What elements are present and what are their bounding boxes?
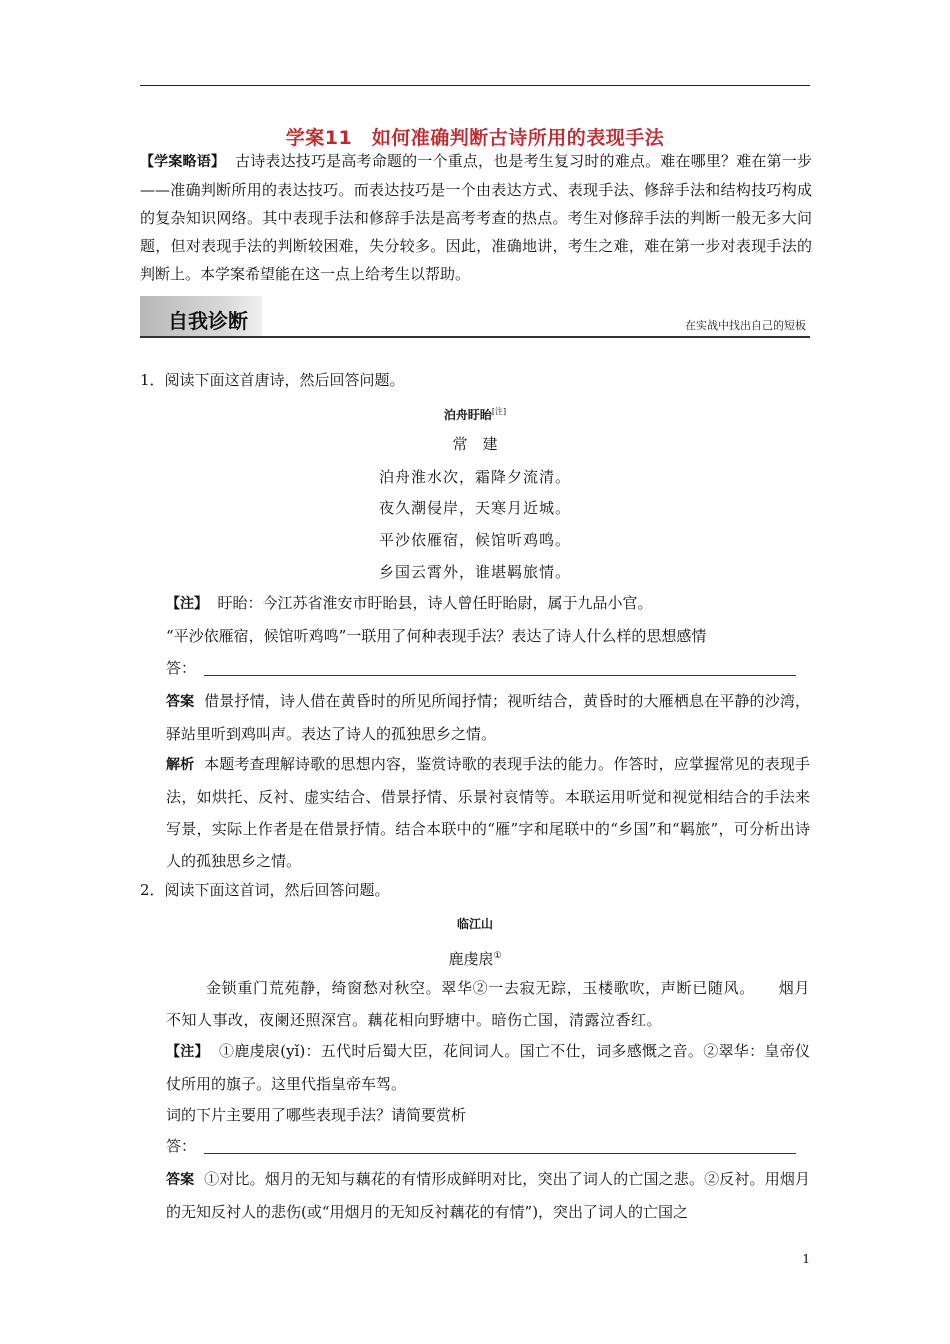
q2-answer-prompt: 答：	[166, 1137, 197, 1155]
q2-note-tag: 【注】	[166, 1044, 209, 1060]
q1-analysis	[166, 748, 810, 877]
section-subtitle: 在实战中找出自己的短板	[685, 319, 806, 332]
q1-prompt: 1．阅读下面这首唐诗，然后回答问题。	[140, 371, 405, 389]
q2-question: 词的下片主要用了哪些表现手法？请简要赏析	[166, 1106, 467, 1124]
q1-answer-field[interactable]	[166, 657, 796, 678]
page-number: 1	[802, 1252, 810, 1266]
q1-question: “平沙依雁宿，候馆听鸡鸣”一联用了何种表现手法？表达了诗人什么样的思想感情	[166, 627, 707, 645]
q1-note-tag: 【注】	[166, 596, 208, 612]
section-label: 自我诊断	[168, 309, 248, 333]
q2-note-text: ①鹿虔扆(yǐ)：五代时后蜀大臣，花间词人。国亡不仕，词多感慨之音。②翠华：皇帝仪仗所用的旗子。这里代指皇帝车驾。	[166, 1042, 810, 1093]
q1-poem-title	[140, 400, 810, 427]
page-title: 学案11 如何准确判断古诗所用的表现手法	[285, 127, 665, 149]
q1-poem-title-text: 泊舟盱眙	[443, 408, 492, 422]
q1-note	[166, 591, 653, 616]
section-rule	[140, 336, 810, 338]
q2-answer	[166, 1163, 810, 1228]
intro-tag: 【学案略语】	[140, 154, 226, 170]
intro-paragraph	[140, 147, 812, 288]
q1-poem-line: 夜久潮侵岸，天寒月近城。	[378, 499, 571, 517]
q2-author-note: ①	[493, 951, 502, 961]
q2-poem-text: 金锁重门荒苑静，绮窗愁对秋空。翠华②一去寂无踪，玉楼歌吹，声断已随风。 烟月不知人事改，夜阑还照深宫。藕花相向野塘中。暗伤亡国，清露泣香红。	[166, 979, 810, 1029]
q1-note-mark: [注]	[491, 407, 507, 416]
q1-answer-tag: 答案	[166, 694, 195, 710]
q2-answer-underline	[204, 1153, 796, 1154]
q2-author	[140, 944, 810, 971]
section-header	[140, 296, 810, 338]
q1-author: 常 建	[452, 435, 498, 453]
q1-answer	[166, 685, 810, 750]
q1-poem-line: 乡国云霄外，谁堪羁旅情。	[378, 563, 571, 581]
q2-answer-tag: 答案	[166, 1172, 195, 1188]
q2-note	[166, 1035, 810, 1100]
q1-analysis-tag: 解析	[166, 757, 195, 773]
q1-analysis-text: 本题考查理解诗歌的思想内容，鉴赏诗歌的表现手法的能力。作答时，应掌握常见的表现手法，如烘托、反衬、虚实结合、借景抒情、乐景衬哀情等。本联运用听觉和视觉相结合的手法来写景，实际上作者是在借景抒情。结合本联中的“雁”字和尾联中的“乡国”和“羁旅”，可分析出诗人的孤独思乡之情。	[166, 755, 810, 870]
q2-answer-field[interactable]	[166, 1135, 796, 1156]
header-rule	[140, 85, 810, 86]
q1-answer-text: 借景抒情，诗人借在黄昏时的所见所闻抒情；视听结合，黄昏时的大雁栖息在平静的沙湾，驿站里听到鸡叫声。表达了诗人的孤独思乡之情。	[166, 692, 810, 743]
q2-poem-title: 临江山	[456, 917, 493, 931]
q2-prompt: 2．阅读下面这首词，然后回答问题。	[140, 881, 390, 899]
q1-answer-underline	[204, 675, 796, 676]
q1-poem-line: 泊舟淮水次，霜降夕流清。	[378, 468, 571, 486]
q1-poem-line: 平沙依雁宿，候馆听鸡鸣。	[378, 531, 571, 549]
q2-answer-text: ①对比。烟月的无知与藕花的有情形成鲜明对比，突出了词人的亡国之悲。②反衬。用烟月的无知反衬人的悲伤(或“用烟月的无知反衬藕花的有情”)，突出了词人的亡国之	[166, 1170, 810, 1221]
q1-note-text: 盱眙：今江苏省淮安市盱眙县，诗人曾任盱眙尉，属于九品小官。	[217, 594, 653, 612]
q2-author-text: 鹿虔扆	[448, 950, 494, 968]
intro-text: 古诗表达技巧是高考命题的一个重点，也是考生复习时的难点。难在哪里？难在第一步——准确判断所用的表达技巧。而表达技巧是一个由表达方式、表现手法、修辞手法和结构技巧构成的复杂知识网络。其中表现手法和修辞手法是高考考查的热点。考生对修辞手法的判断一般无多大问题，但对表现手法的判断较困难，失分较多。因此，准确地讲，考生之难，难在第一步对表现手法的判断上。本学案希望能在这一点上给考生以帮助。	[140, 152, 812, 283]
q1-answer-prompt: 答：	[166, 659, 197, 677]
